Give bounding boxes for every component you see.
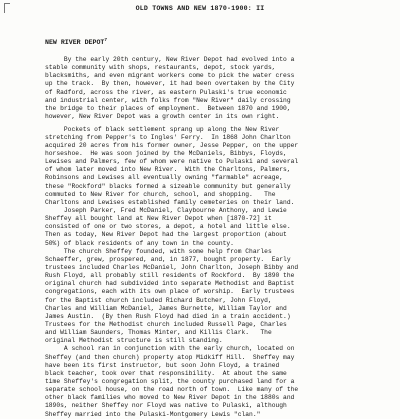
body-text [45, 56, 390, 419]
text-line: Robinsons and Lewises all eventually owning "farmable" acreage, [45, 174, 284, 182]
text-line: Sheffey married into the Pulaski-Montgomery Lewis "clan." [45, 410, 261, 418]
text-line: the bridge to their places of employment. Between 1870 and 1900, [45, 104, 291, 112]
footnote-marker: 7 [104, 37, 108, 43]
text-line: and William Saunders, Thomas Minter, and Killis Clark. The [45, 329, 272, 337]
text-line: other black families who moved to New River Depot in the 1880s and [45, 394, 295, 402]
text-line: Lewises and Palmers, few of whom were native to Pulaski and several [45, 158, 299, 166]
text-line: stable community with shops, restaurants, depot, stock yards, [45, 64, 276, 72]
text-line: however, New River Depot was a growth center in its own right. [45, 112, 280, 120]
text-line: acquired 20 acres from his former owner, Jesse Pepper, on the upper [45, 141, 299, 149]
text-line: stretching from Pepper's to Ingles' Ferry. In 1868 John Charlton [45, 133, 291, 141]
text-line: Charltons and Lewises established family cemeteries on their land. [45, 198, 295, 206]
text-line: 50%) of black residents of any town in the county. [45, 239, 234, 247]
section-title [45, 39, 107, 47]
text-line: A school ran in conjunction with the early church, located on [45, 345, 295, 353]
text-line: Schaeffer, grew, prospered, and, in 1877, bought property. Early [45, 255, 291, 263]
text-line: trustees included Charles McDaniel, John Charlton, Joseph Bibby and [45, 264, 299, 272]
text-line: these "Rockford" blacks formed a sizeable community but generally [45, 182, 291, 190]
text-line: Charles and William McDaniel, James Burnette, William Taylor and [45, 304, 287, 312]
text-line: for the Baptist church included Richard Butcher, John Floyd, [45, 296, 272, 304]
text-line: Rush Floyd, all probably still residents of Rockford. By 1890 the [45, 272, 295, 280]
text-line: congregations, each with its own place of worship. Early trustees [45, 288, 295, 296]
text-line: Then as today, New River Depot had the largest proportion (about [45, 231, 287, 239]
text-line: separate school house, on the road north of town. Like many of the [45, 386, 299, 394]
text-line: black teacher, took over that responsibility. At about the same [45, 369, 287, 377]
section-title-text: NEW RIVER DEPOT [45, 39, 105, 46]
text-line: Pockets of black settlement sprang up along the New River [45, 125, 280, 133]
text-line: and industrial center, with folks from "New River" daily crossing [45, 96, 291, 104]
text-line: blacksmiths, and even migrant workers come to pick the water cress [45, 72, 295, 80]
text-line: original Methodist structure is still standing. [45, 337, 223, 345]
text-line: up the track. By then, however, it had been overtaken by the City [45, 80, 295, 88]
text-line: James Austin. (By then Rush Floyd had died in a train accident.) [45, 312, 291, 320]
text-line: The church Sheffey founded, with some help from Charles [45, 247, 272, 255]
text-line: of Radford, across the river, as eastern Pulaski's true economic [45, 88, 287, 96]
text-line: original church had subdivided into separate Methodist and Baptist [45, 280, 295, 288]
text-line: 1890s, neither Sheffey nor Floyd was native to Pulaski, although [45, 402, 287, 410]
text-line: By the early 20th century, New River Depot had evolved into a [45, 56, 295, 63]
text-line: horseshoe. He was soon joined by the McDaniels, Bibbys, Floyds, [45, 150, 287, 158]
page-header: OLD TOWNS AND NEW 1870-1900: II [135, 5, 265, 12]
text-line: Joseph Parker, Fred McDaniel, Claybourne Anthony, and Lewie [45, 207, 287, 215]
text-line: of whom later moved into New River. With the Charltons, Palmers, [45, 166, 291, 174]
text-line: commuted to New River for church, school, and shopping. The [45, 190, 276, 198]
text-line: Sheffey (and then church) property atop Midkiff Hill. Sheffey may [45, 353, 295, 361]
text-line: have been its first instructor, but soon John Floyd, a trained [45, 361, 280, 369]
text-line: Trustees for the Methodist church included Russell Page, Charles [45, 321, 287, 328]
text-line: time Sheffey's congregation split, the county purchased land for a [45, 377, 295, 385]
text-line: Sheffey all bought land at New River Depot when [1870-72] it [45, 215, 272, 223]
text-line: consisted of one or two stores, a depot, a hotel and little else. [45, 223, 291, 231]
